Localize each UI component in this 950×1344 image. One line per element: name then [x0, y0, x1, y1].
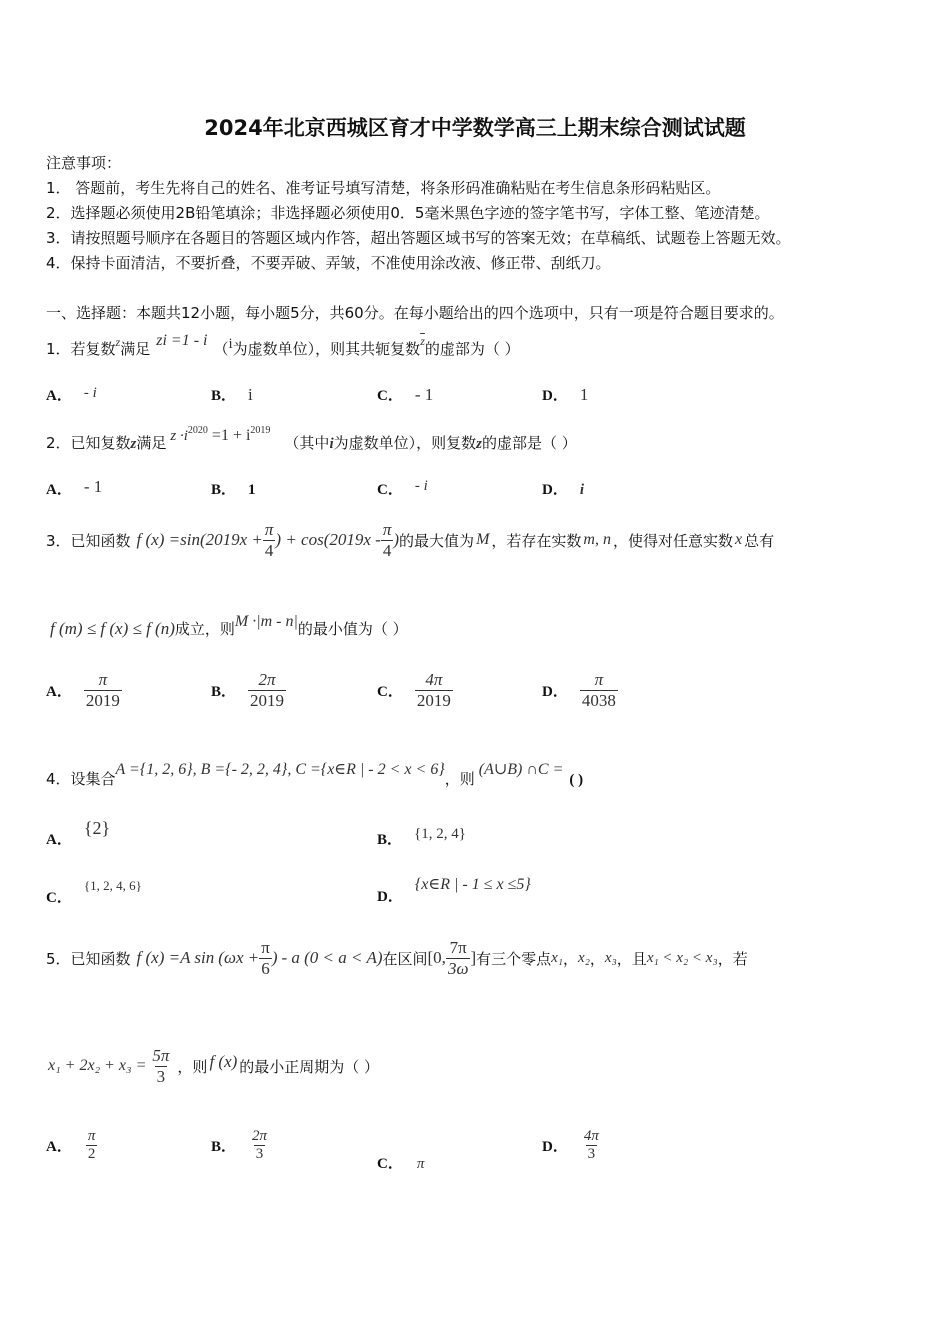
notice-heading: 注意事项： [46, 154, 122, 172]
q5-option-d[interactable]: D． $\frac{4\pi}{3}$ [542, 1128, 599, 1163]
q1-option-a[interactable]: A． - i [46, 385, 97, 404]
q5-option-a[interactable]: A． $\frac{\pi}{2}$ [46, 1128, 96, 1163]
page-title: 2024年北京西城区育才中学数学高三上期末综合测试试题 [204, 116, 746, 140]
section-heading: 一、选择题：本题共12小题，每小题5分，共60分。在每小题给出的四个选项中，只有一项是符合题目要求的。 [46, 304, 784, 322]
q5-option-b[interactable]: B． $\frac{2\pi}{3}$ [211, 1128, 268, 1163]
q3-option-c[interactable]: C． $\frac{4\pi}{2019}$ [377, 670, 451, 710]
q2-option-d[interactable]: D． i [542, 482, 585, 498]
notice-item: 1． 答题前，考生先将自己的姓名、准考证号填写清楚，将条形码准确粘贴在考生信息条形码粘贴区。 [46, 179, 721, 197]
q4-option-b[interactable]: B． {1, 2, 4} [377, 826, 466, 848]
fraction: $\frac{4\pi}{2019}$ [416, 670, 451, 710]
q3-option-d[interactable]: D． $\frac{\pi}{4038}$ [542, 670, 616, 710]
question-5: 5．已知函数 f (x) =A sin (ωx + $\frac{\pi}{6}$ ) - a (0 < a < A) 在区间 [0, $\frac{7\pi}{3\omega}$ ] 有三个零点 x₁ ， x₂ ， x₃ ，且 x₁ < x₂ < x₃ ，若 [46, 937, 748, 978]
fraction: $\frac{\pi}{2019}$ [85, 670, 120, 710]
fraction: $\frac{4\pi}{3}$ [583, 1128, 599, 1163]
fraction: $\frac{\pi}{6}$ [261, 937, 270, 978]
q4-option-c[interactable]: C．{1, 2, 4, 6} [46, 878, 142, 906]
q2-option-b[interactable]: B． 1 [211, 482, 256, 498]
q2-option-c[interactable]: C． - i [377, 478, 428, 498]
q1-option-d[interactable]: D． 1 [542, 385, 589, 404]
q1-option-c[interactable]: C． - 1 [377, 385, 434, 404]
question-3-cont: f (m) ≤ f (x) ≤ f (n)成立，则M ·|m - n|的最小值为（ ） [50, 613, 408, 638]
q3-option-b[interactable]: B． $\frac{2\pi}{2019}$ [211, 670, 285, 710]
fraction: $\frac{\pi}{2}$ [87, 1128, 96, 1163]
question-2: 2．已知复数z满足 $z \cdot i^{2020} =1 + i^{2019}$（其中i为虚数单位），则复数z的虚部是（ ） [46, 425, 577, 452]
notice-item: 4．保持卡面清洁，不要折叠，不要弄破、弄皱，不准使用涂改液、修正带、刮纸刀。 [46, 254, 611, 272]
question-4: 4．设集合A ={1, 2, 6}, B ={- 2, 2, 4}, C ={x∈R | - 2 < x < 6}，则(A∪B) ∩C =( ) [46, 761, 584, 788]
q2-option-a[interactable]: A． - 1 [46, 477, 103, 498]
question-1: 1．若复数$^z$满足 zi =1 - i （i为虚数单位），则其共轭复数$^{\overline{z}}$的虚部为（ ） [46, 332, 520, 358]
fraction: $\frac{5\pi}{3}$ [152, 1045, 170, 1086]
q5-option-c[interactable]: C． π [377, 1156, 425, 1172]
fraction: $\frac{2\pi}{3}$ [252, 1128, 268, 1163]
q3-option-a[interactable]: A． $\frac{\pi}{2019}$ [46, 670, 120, 710]
notice-item: 3．请按照题号顺序在各题目的答题区域内作答，超出答题区域书写的答案无效；在草稿纸、试题卷上答题无效。 [46, 229, 791, 247]
fraction: $\frac{\pi}{4}$ [382, 519, 392, 560]
fraction: $\frac{\pi}{4}$ [264, 519, 274, 560]
notice-item: 2．选择题必须使用2B铅笔填涂；非选择题必须使用0．5毫米黑色字迹的签字笔书写，字体工整、笔迹清楚。 [46, 204, 770, 222]
q4-option-a[interactable]: A．{2} [46, 818, 111, 848]
fraction: $\frac{\pi}{4038}$ [581, 670, 616, 710]
fraction: $\frac{7\pi}{3\omega}$ [447, 937, 469, 978]
q4-option-d[interactable]: D．{x∈R | - 1 ≤ x ≤5} [377, 876, 531, 905]
q1-option-b[interactable]: B． i [211, 385, 253, 404]
question-3: 3．已知函数 f (x) =sin(2019x + $\frac{\pi}{4}$ ) + cos(2019x - $\frac{\pi}{4}$ ) 的最大值为 M ，若存在实数 m, n ，使得对任意实数 x 总有 [46, 519, 775, 560]
question-5-cont: x₁ + 2x₂ + x₃ = $\frac{5\pi}{3}$ ，则 f (x) 的最小正周期为（ ） [48, 1045, 380, 1086]
fraction: $\frac{2\pi}{2019}$ [250, 670, 285, 710]
